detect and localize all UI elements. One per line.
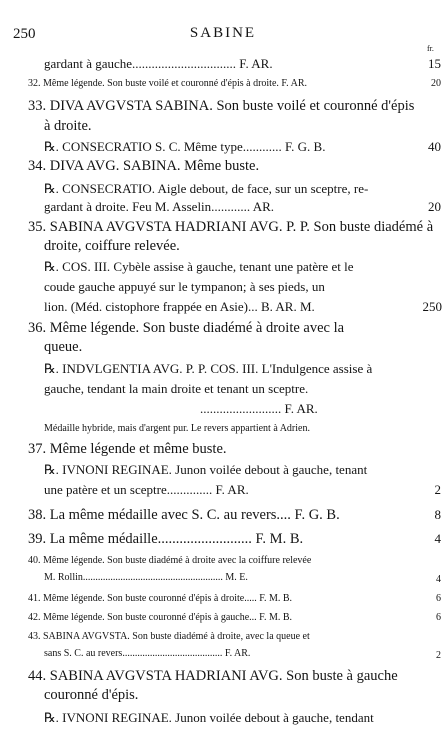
entry-34-reverse-value: 20 <box>428 199 441 214</box>
entry-36-line-2: queue. <box>44 339 83 355</box>
entry-34-reverse-line-2: gardant à droite. Feu M. Asselin............ AR. <box>44 199 275 214</box>
entry-38-value: 8 <box>434 507 441 522</box>
entry-31-line-1: gardant à gauche................................ F. AR. <box>44 56 273 71</box>
entry-40-line-2: M. Rollin........................................................ M. E. <box>44 572 248 583</box>
entry-42-line-1: 42. Même légende. Son buste couronné d'épis à gauche... F. M. B. <box>28 612 293 623</box>
entry-43-line-2: sans S. C. au revers........................................ F. AR. <box>44 648 251 659</box>
entry-38-line-1: 38. La même médaille avec S. C. au revers.... F. G. B. <box>28 507 340 523</box>
entry-39-line-1: 39. La même médaille.......................... F. M. B. <box>28 531 304 547</box>
entry-33-line-1: 33. DIVA AVGVSTA SABINA. Son buste voilé et couronné d'épis <box>28 98 415 114</box>
entry-39-value: 4 <box>434 531 441 546</box>
entry-37-reverse-line-1: ℞. IVNONI REGINAE. Junon voilée debout à gauche, tenant <box>44 462 368 477</box>
page-number: 250 <box>13 26 36 42</box>
entry-40-line-1: 40. Même légende. Son buste diadémé à droite avec la coiffure relevée <box>28 555 312 566</box>
entry-32-line-1: 32. Même légende. Son buste voilé et couronné d'épis à droite. F. AR. <box>28 78 308 89</box>
entry-36-note: Médaille hybride, mais d'argent pur. Le revers appartient à Adrien. <box>44 423 310 434</box>
entry-44-line-1: 44. SABINA AVGVSTA HADRIANI AVG. Son buste à gauche <box>28 668 398 684</box>
entry-35-line-2: droite, coiffure relevée. <box>44 238 180 254</box>
entry-40-value: 4 <box>436 574 441 585</box>
entry-37-reverse-line-2: une patère et un sceptre.............. F. AR. <box>44 482 249 497</box>
entry-44-line-2: couronné d'épis. <box>44 687 139 703</box>
entry-35-reverse-line-3: lion. (Méd. cistophore frappée en Asie)... B. AR. M. <box>44 299 315 314</box>
entry-36-line-1: 36. Même légende. Son buste diadémé à droite avec la <box>28 320 345 336</box>
entry-44-reverse-line-1: ℞. IVNONI REGINAE. Junon voilée debout à gauche, tendant <box>44 710 374 725</box>
entry-35-reverse-line-1: ℞. COS. III. Cybèle assise à gauche, tenant une patère et le <box>44 259 354 274</box>
entry-32-value: 20 <box>431 78 441 89</box>
entry-37-reverse-value: 2 <box>434 482 441 497</box>
entry-43-value: 2 <box>436 650 441 661</box>
entry-33-line-2: à droite. <box>44 118 92 134</box>
entry-33-reverse-value: 40 <box>428 139 441 154</box>
entry-37-line-1: 37. Même légende et même buste. <box>28 441 227 457</box>
entry-35-reverse-line-2: coude gauche appuyé sur le tympanon; à ses pieds, un <box>44 279 325 294</box>
entry-41-line-1: 41. Même légende. Son buste couronné d'épis à droite..... F. M. B. <box>28 593 293 604</box>
entry-41-value: 6 <box>436 593 441 604</box>
entry-31-value: 15 <box>428 56 441 71</box>
entry-36-reverse-line-1: ℞. INDVLGENTIA AVG. P. P. COS. III. L'Indulgence assise à <box>44 361 373 376</box>
entry-33-reverse: ℞. CONSECRATIO S. C. Même type............ F. G. B. <box>44 139 326 154</box>
entry-35-reverse-value: 250 <box>422 299 442 314</box>
entry-35-line-1: 35. SABINA AVGVSTA HADRIANI AVG. P. P. Son buste diadémé à <box>28 219 434 235</box>
entry-34-reverse-line-1: ℞. CONSECRATIO. Aigle debout, de face, sur un sceptre, re- <box>44 181 369 196</box>
entry-36-reverse-line-2: gauche, tendant la main droite et tenant un sceptre. <box>44 381 309 396</box>
entry-43-line-1: 43. SABINA AVGVSTA. Son buste diadémé à droite, avec la queue et <box>28 631 310 642</box>
entry-42-value: 6 <box>436 612 441 623</box>
entry-36-reverse-line-3: ......................... F. AR. <box>200 401 318 416</box>
column-unit-label: fr. <box>427 44 434 53</box>
page-title: SABINE <box>189 25 257 41</box>
entry-34-line-1: 34. DIVA AVG. SABINA. Même buste. <box>28 158 260 174</box>
